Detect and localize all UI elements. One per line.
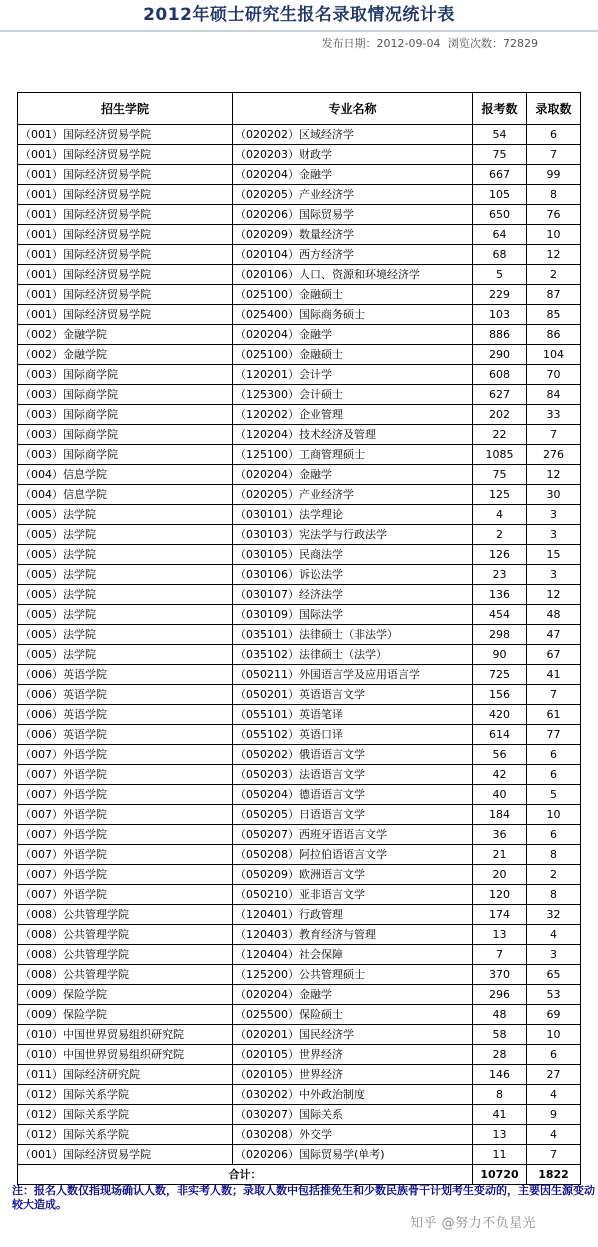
cell-applicants: 136: [473, 585, 527, 605]
cell-major: （125300）会计硕士: [233, 385, 473, 405]
cell-applicants: 120: [473, 885, 527, 905]
cell-admitted: 7: [527, 425, 581, 445]
cell-admitted: 3: [527, 525, 581, 545]
table-row: [18, 965, 581, 985]
cell-college: （007）外语学院: [18, 765, 233, 785]
cell-college: （001）国际经济贸易学院: [18, 165, 233, 185]
cell-admitted: 10: [527, 225, 581, 245]
table-row: [18, 865, 581, 885]
cell-admitted: 10: [527, 805, 581, 825]
cell-major: （120404）社会保障: [233, 945, 473, 965]
cell-applicants: 2: [473, 525, 527, 545]
cell-admitted: 99: [527, 165, 581, 185]
table-row: [18, 325, 581, 345]
cell-applicants: 13: [473, 1125, 527, 1145]
cell-applicants: 184: [473, 805, 527, 825]
cell-college: （005）法学院: [18, 545, 233, 565]
cell-admitted: 7: [527, 1145, 581, 1165]
cell-major: （020204）金融学: [233, 465, 473, 485]
cell-admitted: 6: [527, 765, 581, 785]
cell-admitted: 6: [527, 125, 581, 145]
cell-applicants: 7: [473, 945, 527, 965]
table-row: [18, 1025, 581, 1045]
cell-admitted: 8: [527, 185, 581, 205]
total-label: 合计：: [18, 1165, 473, 1185]
table-row: [18, 305, 581, 325]
cell-admitted: 6: [527, 1045, 581, 1065]
cell-admitted: 12: [527, 465, 581, 485]
cell-college: （001）国际经济贸易学院: [18, 125, 233, 145]
table-row: [18, 545, 581, 565]
cell-college: （010）中国世界贸易组织研究院: [18, 1025, 233, 1045]
cell-major: （030103）宪法学与行政法学: [233, 525, 473, 545]
table-row: [18, 1085, 581, 1105]
table-row: [18, 125, 581, 145]
cell-college: （007）外语学院: [18, 785, 233, 805]
table-row: [18, 485, 581, 505]
cell-admitted: 65: [527, 965, 581, 985]
cell-college: （006）英语学院: [18, 665, 233, 685]
cell-college: （003）国际商学院: [18, 385, 233, 405]
table-row: [18, 465, 581, 485]
table-row: [18, 185, 581, 205]
cell-college: （004）信息学院: [18, 465, 233, 485]
cell-applicants: 48: [473, 1005, 527, 1025]
table-row: [18, 405, 581, 425]
cell-college: （007）外语学院: [18, 885, 233, 905]
cell-college: （008）公共管理学院: [18, 905, 233, 925]
cell-major: （020205）产业经济学: [233, 185, 473, 205]
cell-applicants: 36: [473, 825, 527, 845]
cell-major: （020104）西方经济学: [233, 245, 473, 265]
cell-major: （050211）外国语言学及应用语言学: [233, 665, 473, 685]
cell-applicants: 174: [473, 905, 527, 925]
cell-college: （008）公共管理学院: [18, 925, 233, 945]
publish-date: 发布日期：2012-09-04: [321, 37, 441, 50]
cell-college: （001）国际经济贸易学院: [18, 285, 233, 305]
table-row: [18, 665, 581, 685]
cell-admitted: 86: [527, 325, 581, 345]
cell-major: （020206）国际贸易学: [233, 205, 473, 225]
cell-admitted: 47: [527, 625, 581, 645]
cell-major: （020105）世界经济: [233, 1065, 473, 1085]
cell-applicants: 13: [473, 925, 527, 945]
cell-admitted: 76: [527, 205, 581, 225]
cell-applicants: 68: [473, 245, 527, 265]
cell-college: （009）保险学院: [18, 1005, 233, 1025]
cell-applicants: 8: [473, 1085, 527, 1105]
table-row: [18, 845, 581, 865]
cell-applicants: 229: [473, 285, 527, 305]
cell-major: （125100）工商管理硕士: [233, 445, 473, 465]
table-row: [18, 925, 581, 945]
cell-major: （020105）世界经济: [233, 1045, 473, 1065]
cell-applicants: 296: [473, 985, 527, 1005]
cell-admitted: 5: [527, 785, 581, 805]
cell-major: （050207）西班牙语语言文学: [233, 825, 473, 845]
cell-major: （030207）国际关系: [233, 1105, 473, 1125]
cell-admitted: 3: [527, 505, 581, 525]
cell-college: （001）国际经济贸易学院: [18, 185, 233, 205]
cell-major: （125200）公共管理硕士: [233, 965, 473, 985]
cell-admitted: 3: [527, 945, 581, 965]
cell-applicants: 290: [473, 345, 527, 365]
cell-major: （025500）保险硕士: [233, 1005, 473, 1025]
cell-applicants: 370: [473, 965, 527, 985]
cell-major: （020106）人口、资源和环境经济学: [233, 265, 473, 285]
cell-major: （020203）财政学: [233, 145, 473, 165]
cell-applicants: 298: [473, 625, 527, 645]
cell-admitted: 10: [527, 1025, 581, 1045]
cell-college: （001）国际经济贸易学院: [18, 205, 233, 225]
cell-college: （002）金融学院: [18, 345, 233, 365]
table-row: [18, 445, 581, 465]
cell-major: （050203）法语语言文学: [233, 765, 473, 785]
cell-applicants: 608: [473, 365, 527, 385]
column-header-admitted: 录取数: [527, 93, 581, 125]
table-row: [18, 265, 581, 285]
cell-college: （005）法学院: [18, 625, 233, 645]
cell-college: （003）国际商学院: [18, 425, 233, 445]
table-row: [18, 225, 581, 245]
watermark-text: 知乎 @努力不负星光: [410, 1216, 537, 1231]
table-row: [18, 745, 581, 765]
cell-major: （050201）英语语言文学: [233, 685, 473, 705]
cell-applicants: 454: [473, 605, 527, 625]
cell-major: （020204）金融学: [233, 165, 473, 185]
cell-admitted: 8: [527, 845, 581, 865]
cell-major: （020205）产业经济学: [233, 485, 473, 505]
cell-admitted: 41: [527, 665, 581, 685]
cell-admitted: 53: [527, 985, 581, 1005]
cell-major: （030106）诉讼法学: [233, 565, 473, 585]
table-row: [18, 905, 581, 925]
cell-applicants: 21: [473, 845, 527, 865]
admission-stats-table: [17, 92, 581, 1185]
table-row: [18, 385, 581, 405]
publish-meta: [0, 36, 538, 52]
cell-admitted: 85: [527, 305, 581, 325]
cell-applicants: 58: [473, 1025, 527, 1045]
table-row: [18, 1125, 581, 1145]
cell-college: （002）金融学院: [18, 325, 233, 345]
cell-applicants: 103: [473, 305, 527, 325]
cell-applicants: 105: [473, 185, 527, 205]
table-row: [18, 1045, 581, 1065]
table-body: [18, 125, 581, 1165]
cell-major: （120401）行政管理: [233, 905, 473, 925]
cell-admitted: 70: [527, 365, 581, 385]
cell-major: （030101）法学理论: [233, 505, 473, 525]
table-row: [18, 1005, 581, 1025]
cell-admitted: 32: [527, 905, 581, 925]
cell-major: （050210）亚非语言文学: [233, 885, 473, 905]
cell-major: （120201）会计学: [233, 365, 473, 385]
cell-applicants: 667: [473, 165, 527, 185]
cell-applicants: 23: [473, 565, 527, 585]
cell-college: （005）法学院: [18, 565, 233, 585]
cell-applicants: 22: [473, 425, 527, 445]
cell-major: （020206）国际贸易学(单考): [233, 1145, 473, 1165]
cell-applicants: 90: [473, 645, 527, 665]
cell-applicants: 627: [473, 385, 527, 405]
cell-college: （001）国际经济贸易学院: [18, 145, 233, 165]
cell-applicants: 614: [473, 725, 527, 745]
table-row: [18, 825, 581, 845]
table-row: [18, 885, 581, 905]
cell-college: （003）国际商学院: [18, 365, 233, 385]
cell-applicants: 1085: [473, 445, 527, 465]
cell-admitted: 7: [527, 145, 581, 165]
table-row: [18, 685, 581, 705]
cell-college: （012）国际关系学院: [18, 1105, 233, 1125]
cell-college: （007）外语学院: [18, 865, 233, 885]
cell-college: （005）法学院: [18, 585, 233, 605]
cell-major: （120202）企业管理: [233, 405, 473, 425]
cell-college: （003）国际商学院: [18, 405, 233, 425]
cell-admitted: 69: [527, 1005, 581, 1025]
cell-admitted: 276: [527, 445, 581, 465]
cell-college: （007）外语学院: [18, 825, 233, 845]
table-row: [18, 705, 581, 725]
cell-major: （050204）德语语言文学: [233, 785, 473, 805]
cell-college: （003）国际商学院: [18, 445, 233, 465]
cell-major: （035101）法律硕士（非法学）: [233, 625, 473, 645]
cell-admitted: 84: [527, 385, 581, 405]
cell-college: （004）信息学院: [18, 485, 233, 505]
cell-college: （008）公共管理学院: [18, 965, 233, 985]
cell-admitted: 15: [527, 545, 581, 565]
cell-admitted: 104: [527, 345, 581, 365]
cell-major: （025100）金融硕士: [233, 345, 473, 365]
table-row: [18, 765, 581, 785]
table-row: [18, 345, 581, 365]
cell-major: （030202）中外政治制度: [233, 1085, 473, 1105]
cell-major: （020209）数量经济学: [233, 225, 473, 245]
table-row: [18, 425, 581, 445]
cell-admitted: 4: [527, 925, 581, 945]
table-row: [18, 365, 581, 385]
cell-college: （005）法学院: [18, 645, 233, 665]
cell-college: （011）国际经济研究院: [18, 1065, 233, 1085]
cell-major: （055101）英语笔译: [233, 705, 473, 725]
page-title: 2012年硕士研究生报名录取情况统计表: [143, 5, 455, 25]
cell-major: （030208）外交学: [233, 1125, 473, 1145]
cell-applicants: 420: [473, 705, 527, 725]
cell-major: （030107）经济法学: [233, 585, 473, 605]
cell-applicants: 126: [473, 545, 527, 565]
table-row: [18, 605, 581, 625]
cell-college: （001）国际经济贸易学院: [18, 1145, 233, 1165]
table-row: [18, 725, 581, 745]
cell-college: （007）外语学院: [18, 845, 233, 865]
cell-admitted: 7: [527, 685, 581, 705]
cell-applicants: 41: [473, 1105, 527, 1125]
cell-college: （008）公共管理学院: [18, 945, 233, 965]
table-row: [18, 205, 581, 225]
cell-college: （007）外语学院: [18, 745, 233, 765]
cell-admitted: 77: [527, 725, 581, 745]
cell-applicants: 156: [473, 685, 527, 705]
table-row: [18, 1105, 581, 1125]
cell-applicants: 20: [473, 865, 527, 885]
cell-admitted: 2: [527, 265, 581, 285]
footnote: 注：报名人数仅指现场确认人数，非实考人数；录取人数中包括推免生和少数民族骨干计划考生变动的，主要因生源变动较大造成。: [12, 1184, 595, 1211]
title-divider: [0, 30, 598, 32]
cell-major: （050205）日语语言文学: [233, 805, 473, 825]
cell-college: （006）英语学院: [18, 725, 233, 745]
cell-major: （020204）金融学: [233, 985, 473, 1005]
cell-college: （005）法学院: [18, 525, 233, 545]
cell-admitted: 4: [527, 1125, 581, 1145]
cell-college: （001）国际经济贸易学院: [18, 245, 233, 265]
column-header-applicants: 报考数: [473, 93, 527, 125]
cell-college: （001）国际经济贸易学院: [18, 225, 233, 245]
cell-major: （050209）欧洲语言文学: [233, 865, 473, 885]
cell-admitted: 30: [527, 485, 581, 505]
cell-applicants: 40: [473, 785, 527, 805]
cell-admitted: 3: [527, 565, 581, 585]
table-row: [18, 565, 581, 585]
table-row: [18, 625, 581, 645]
cell-applicants: 725: [473, 665, 527, 685]
cell-college: （006）英语学院: [18, 685, 233, 705]
table-row: [18, 525, 581, 545]
cell-admitted: 33: [527, 405, 581, 425]
cell-college: （001）国际经济贸易学院: [18, 305, 233, 325]
total-applicants: 10720: [473, 1165, 527, 1185]
cell-major: （020202）区域经济学: [233, 125, 473, 145]
cell-admitted: 4: [527, 1085, 581, 1105]
cell-applicants: 125: [473, 485, 527, 505]
table-row: [18, 785, 581, 805]
table-row: [18, 1065, 581, 1085]
cell-applicants: 11: [473, 1145, 527, 1165]
cell-major: （025100）金融硕士: [233, 285, 473, 305]
cell-admitted: 87: [527, 285, 581, 305]
cell-applicants: 650: [473, 205, 527, 225]
cell-applicants: 886: [473, 325, 527, 345]
cell-college: （009）保险学院: [18, 985, 233, 1005]
cell-college: （005）法学院: [18, 605, 233, 625]
cell-college: （012）国际关系学院: [18, 1125, 233, 1145]
cell-applicants: 146: [473, 1065, 527, 1085]
column-header-major: 专业名称: [233, 93, 473, 125]
cell-college: （001）国际经济贸易学院: [18, 265, 233, 285]
cell-applicants: 4: [473, 505, 527, 525]
cell-major: （050208）阿拉伯语语言文学: [233, 845, 473, 865]
table-row: [18, 505, 581, 525]
table-row: [18, 245, 581, 265]
table-row: [18, 1145, 581, 1165]
table-row: [18, 945, 581, 965]
table-row: [18, 985, 581, 1005]
cell-major: （035102）法律硕士（法学）: [233, 645, 473, 665]
cell-admitted: 12: [527, 585, 581, 605]
cell-college: （012）国际关系学院: [18, 1085, 233, 1105]
cell-admitted: 61: [527, 705, 581, 725]
table-row: [18, 285, 581, 305]
cell-applicants: 54: [473, 125, 527, 145]
cell-applicants: 42: [473, 765, 527, 785]
cell-admitted: 2: [527, 865, 581, 885]
cell-admitted: 67: [527, 645, 581, 665]
cell-applicants: 56: [473, 745, 527, 765]
cell-admitted: 27: [527, 1065, 581, 1085]
cell-major: （020201）国民经济学: [233, 1025, 473, 1045]
cell-major: （120204）技术经济及管理: [233, 425, 473, 445]
cell-major: （055102）英语口译: [233, 725, 473, 745]
cell-admitted: 6: [527, 825, 581, 845]
view-count: 浏览次数：72829: [448, 37, 538, 50]
cell-college: （006）英语学院: [18, 705, 233, 725]
cell-major: （030105）民商法学: [233, 545, 473, 565]
cell-applicants: 5: [473, 265, 527, 285]
cell-major: （025400）国际商务硕士: [233, 305, 473, 325]
cell-college: （010）中国世界贸易组织研究院: [18, 1045, 233, 1065]
cell-applicants: 75: [473, 145, 527, 165]
cell-applicants: 28: [473, 1045, 527, 1065]
cell-applicants: 202: [473, 405, 527, 425]
cell-college: （007）外语学院: [18, 805, 233, 825]
cell-admitted: 9: [527, 1105, 581, 1125]
table-header-row: [18, 93, 581, 125]
table-row: [18, 145, 581, 165]
cell-admitted: 12: [527, 245, 581, 265]
cell-college: （005）法学院: [18, 505, 233, 525]
total-admitted: 1822: [527, 1165, 581, 1185]
total-row: [18, 1165, 581, 1185]
table-row: [18, 585, 581, 605]
cell-applicants: 75: [473, 465, 527, 485]
cell-major: （020204）金融学: [233, 325, 473, 345]
column-header-college: 招生学院: [18, 93, 233, 125]
table-row: [18, 645, 581, 665]
cell-admitted: 6: [527, 745, 581, 765]
cell-major: （050202）俄语语言文学: [233, 745, 473, 765]
cell-admitted: 8: [527, 885, 581, 905]
cell-applicants: 64: [473, 225, 527, 245]
cell-admitted: 48: [527, 605, 581, 625]
table-row: [18, 165, 581, 185]
cell-major: （030109）国际法学: [233, 605, 473, 625]
cell-major: （120403）教育经济与管理: [233, 925, 473, 945]
table-row: [18, 805, 581, 825]
